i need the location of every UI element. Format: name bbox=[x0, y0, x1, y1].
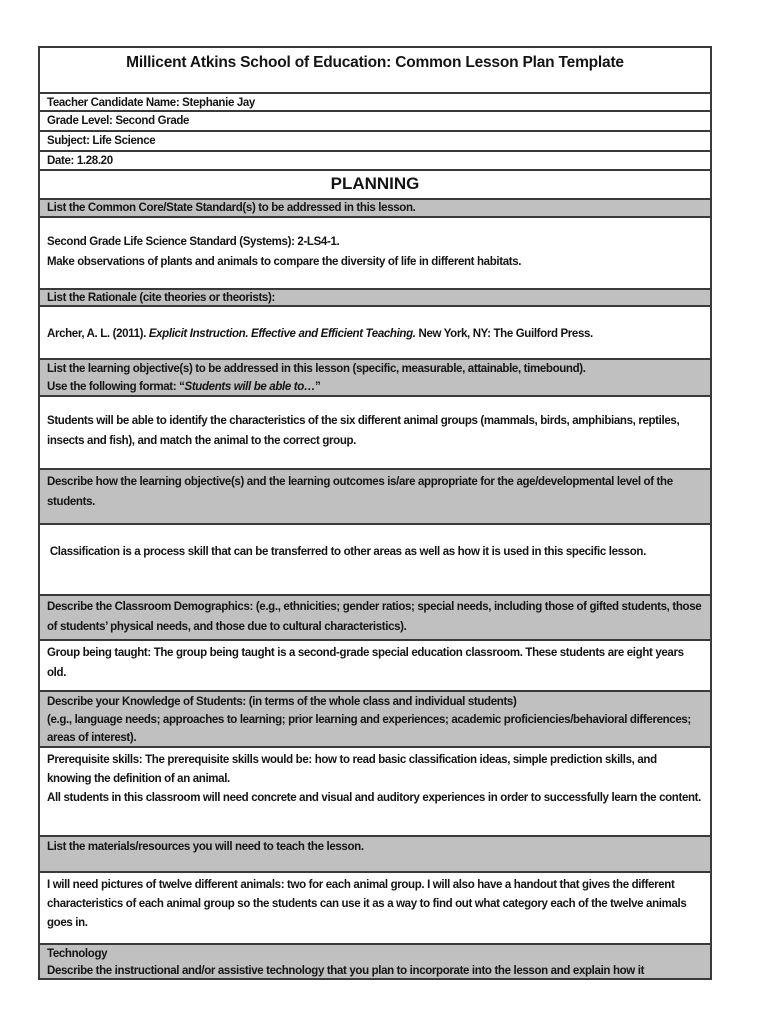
grade-level-row bbox=[40, 110, 710, 130]
appropriateness-answer-row bbox=[40, 523, 710, 594]
date: Date: 1.28.20 bbox=[47, 155, 113, 167]
objectives-format-suffix: ” bbox=[315, 380, 321, 393]
materials-prompt-row bbox=[40, 835, 710, 871]
standards-prompt-row bbox=[40, 198, 710, 216]
objectives-prompt-line2 bbox=[47, 379, 703, 396]
demographics-answer: Group being taught: The group being taught is a second-grade special education classroom. These students are eight years old. bbox=[47, 647, 684, 679]
objectives-answer-row bbox=[40, 395, 710, 468]
subject: Subject: Life Science bbox=[47, 135, 156, 147]
objectives-format-example: Students will be able to… bbox=[184, 380, 316, 393]
subject-row bbox=[40, 130, 710, 150]
teacher-candidate-name: Teacher Candidate Name: Stephanie Jay bbox=[47, 97, 255, 109]
standards-answer-row bbox=[40, 216, 710, 288]
appropriateness-prompt-row bbox=[40, 468, 710, 523]
knowledge-answer-row bbox=[40, 746, 710, 835]
document-title-row bbox=[40, 48, 710, 92]
knowledge-prompt-line1: Describe your Knowledge of Students: (in terms of the whole class and individual students) bbox=[47, 696, 517, 708]
rationale-citation-title: Explicit Instruction. Effective and Efficient Teaching. bbox=[148, 328, 419, 340]
objectives-prompt-row bbox=[40, 358, 710, 395]
knowledge-answer-para2: All students in this classroom will need concrete and visual and auditory experiences in order to successfully learn the content. bbox=[47, 792, 701, 804]
document-title: Millicent Atkins School of Education: Common Lesson Plan Template bbox=[126, 54, 624, 71]
knowledge-answer-para1: Prerequisite skills: The prerequisite skills would be: how to read basic classification ideas, simple prediction skills, and knowing the definition of an animal. bbox=[47, 754, 657, 785]
lesson-plan-table bbox=[38, 46, 712, 980]
planning-section-header-row bbox=[40, 169, 710, 198]
standards-answer-line2: Make observations of plants and animals to compare the diversity of life in different habitats. bbox=[47, 256, 522, 268]
grade-level: Grade Level: Second Grade bbox=[47, 115, 190, 127]
materials-answer-row bbox=[40, 871, 710, 943]
knowledge-prompt-row bbox=[40, 690, 710, 746]
standards-answer-line1: Second Grade Life Science Standard (Systems): 2-LS4-1. bbox=[47, 236, 340, 248]
date-row bbox=[40, 150, 710, 169]
materials-prompt: List the materials/resources you will need to teach the lesson. bbox=[47, 841, 364, 853]
rationale-citation-suffix: New York, NY: The Guilford Press. bbox=[418, 328, 593, 340]
demographics-answer-row bbox=[40, 639, 710, 690]
planning-section-header: PLANNING bbox=[330, 174, 420, 193]
rationale-prompt: List the Rationale (cite theories or theorists): bbox=[47, 292, 275, 304]
appropriateness-answer: Classification is a process skill that can be transferred to other areas as well as how it is used in this specific lesson. bbox=[47, 546, 646, 558]
appropriateness-prompt: Describe how the learning objective(s) and the learning outcomes is/are appropriate for the age/developmental level of the students. bbox=[47, 476, 673, 508]
technology-prompt: Describe the instructional and/or assistive technology that you plan to incorporate into the lesson and explain how it bbox=[47, 964, 645, 977]
demographics-prompt-row bbox=[40, 594, 710, 639]
technology-title: Technology bbox=[47, 948, 108, 960]
knowledge-prompt-line2: (e.g., language needs; approaches to learning; prior learning and experiences; academic proficiencies/behavioral differences; areas of interest). bbox=[47, 714, 691, 744]
objectives-answer: Students will be able to identify the characteristics of the six different animal groups (mammals, birds, amphibians, reptiles, insects and fish), and match the animal to the correct group. bbox=[47, 415, 680, 447]
rationale-citation-prefix: Archer, A. L. (2011). bbox=[47, 328, 149, 340]
materials-answer: I will need pictures of twelve different animals: two for each animal group. I will also have a handout that gives the different characteristics of each animal group so the students can use it as a way to find out what category each of the twelve animals goes in. bbox=[47, 879, 687, 929]
rationale-citation bbox=[47, 325, 703, 344]
standards-prompt: List the Common Core/State Standard(s) to be addressed in this lesson. bbox=[47, 202, 416, 214]
technology-prompt-row bbox=[40, 943, 710, 978]
demographics-prompt: Describe the Classroom Demographics: (e.g., ethnicities; gender ratios; special needs, including those of gifted students, those of students’ physical needs, and those due to cultural characteristics). bbox=[47, 601, 702, 633]
teacher-candidate-row bbox=[40, 92, 710, 110]
objectives-prompt-line1: List the learning objective(s) to be addressed in this lesson (specific, measurable, attainable, timebound). bbox=[47, 363, 586, 375]
objectives-format-prefix: Use the following format: “ bbox=[47, 380, 185, 393]
rationale-answer-row bbox=[40, 305, 710, 358]
rationale-prompt-row bbox=[40, 288, 710, 305]
